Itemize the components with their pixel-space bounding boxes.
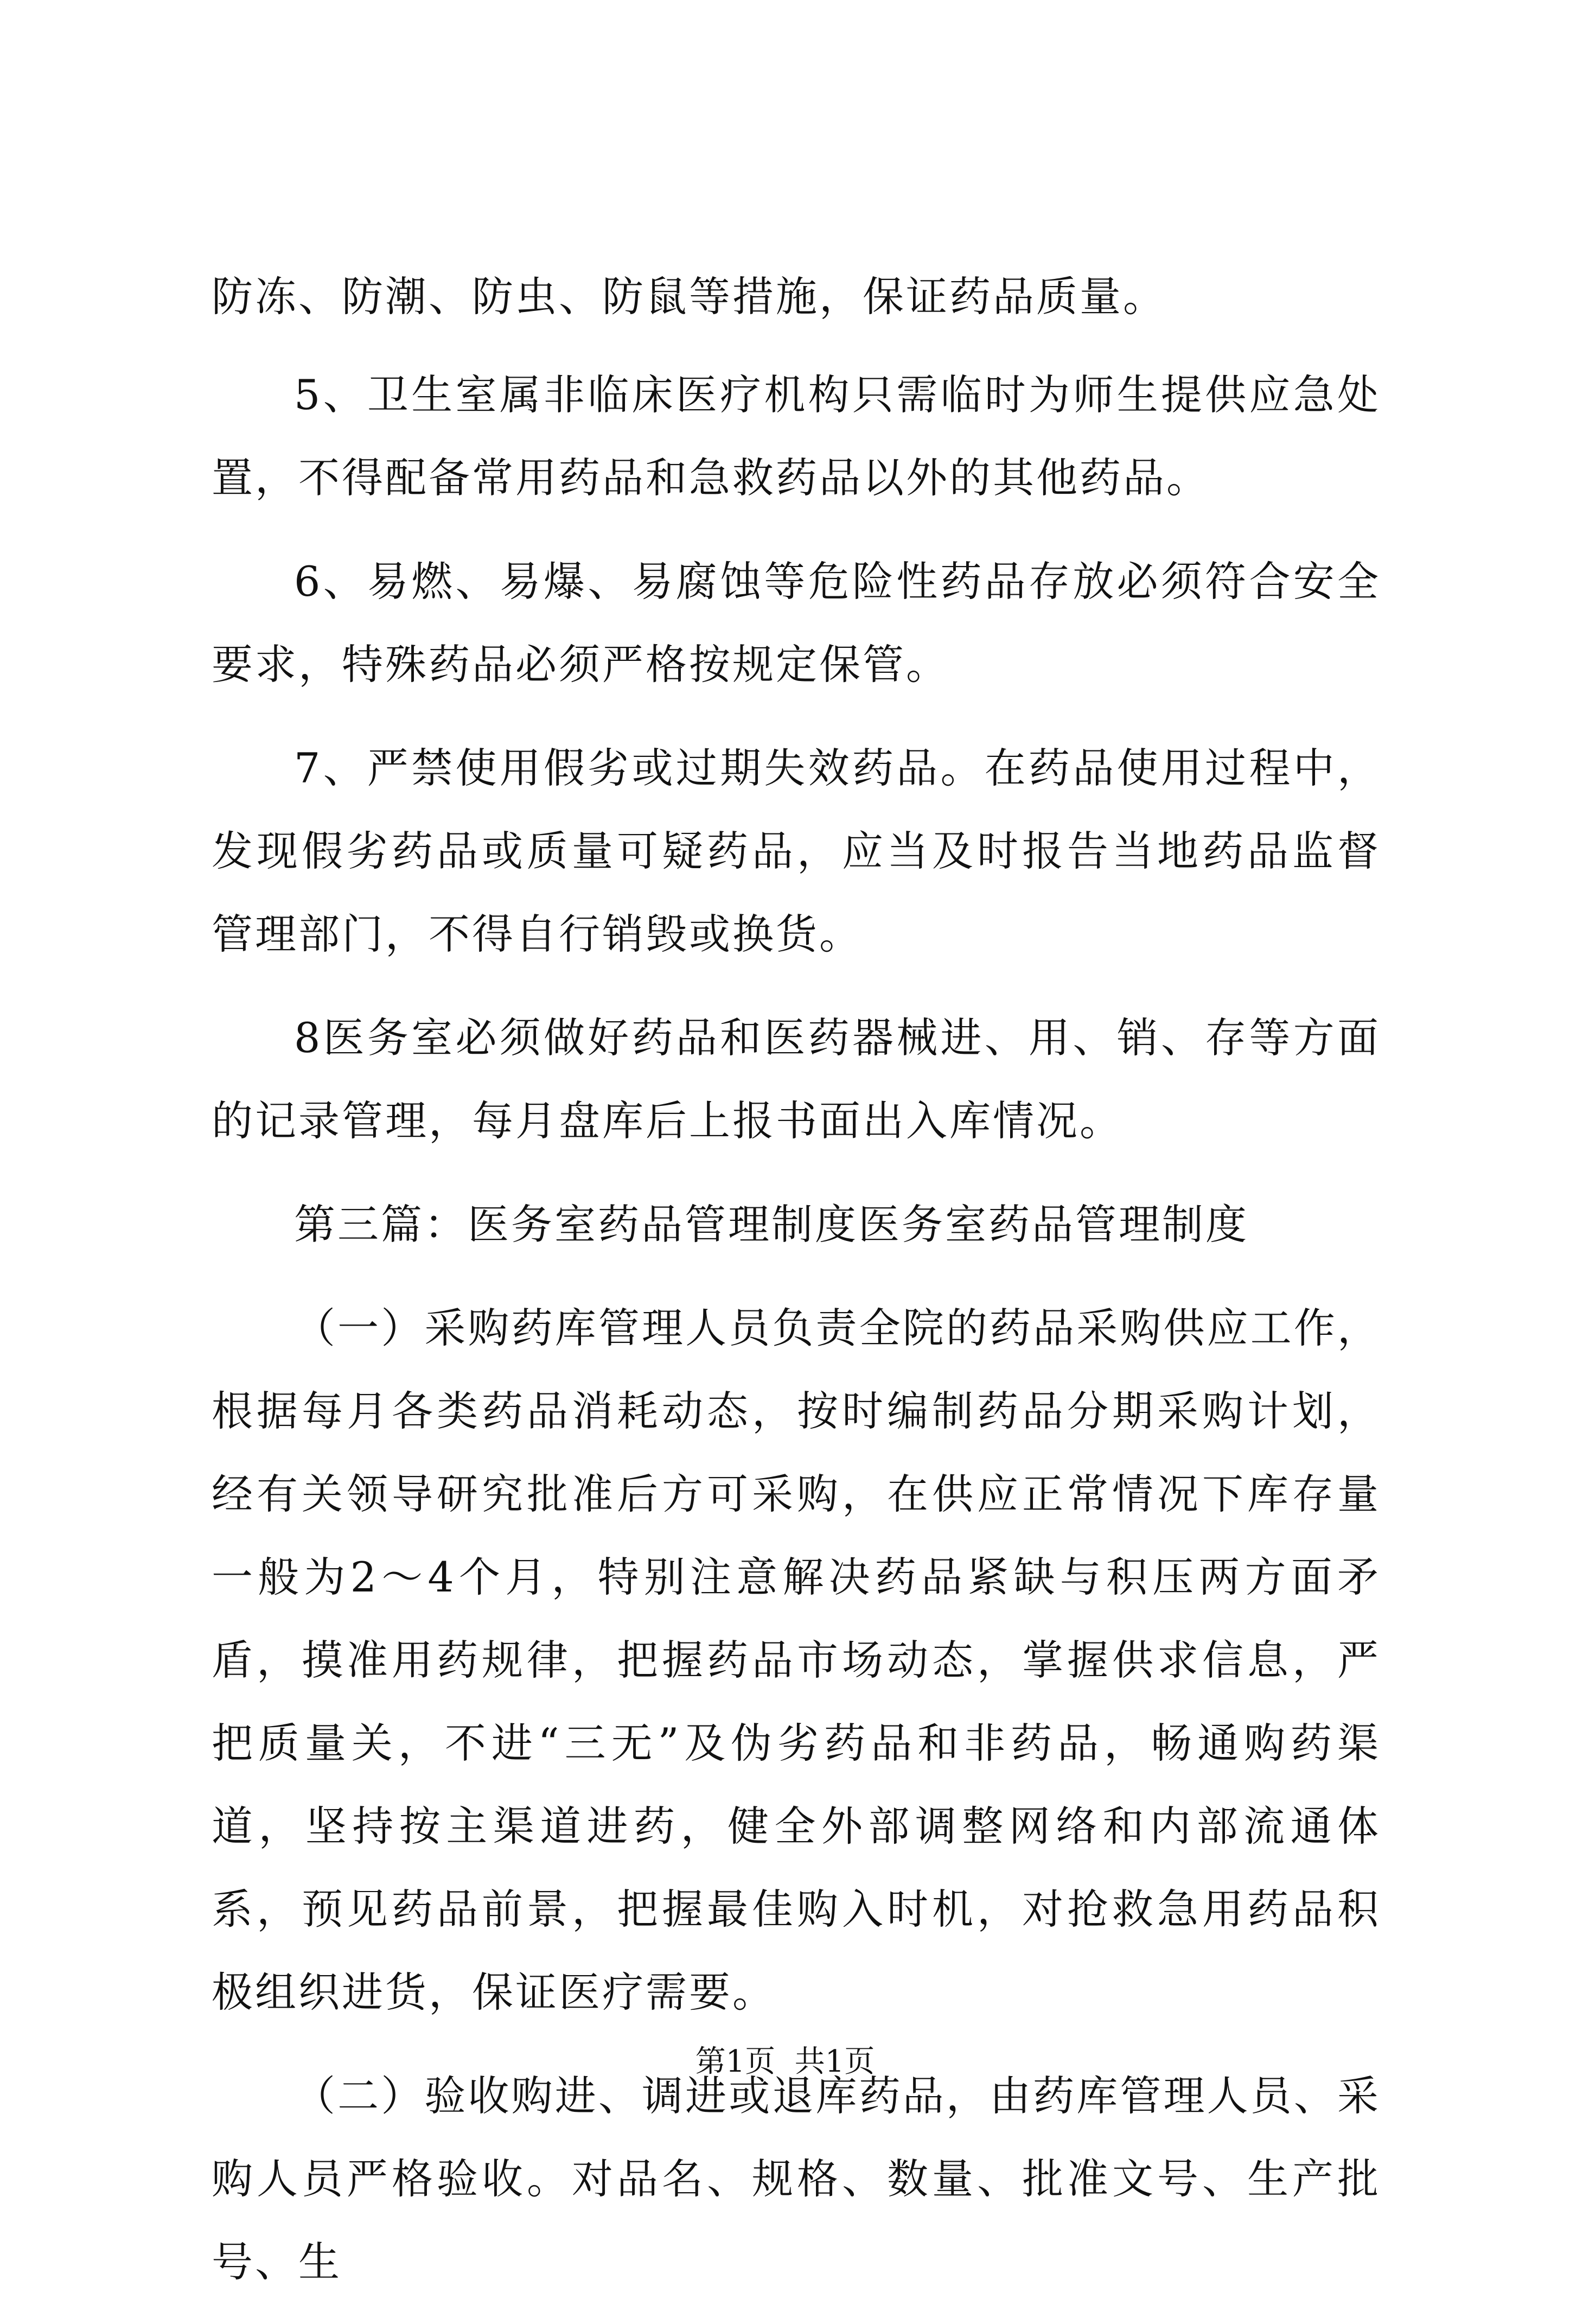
document-body	[212, 255, 1381, 2324]
page-number-label: 第1页 共1页	[695, 2044, 875, 2079]
section-heading: 第三篇：医务室药品管理制度医务室药品管理制度	[294, 1200, 1249, 1249]
paragraph-item-5: 5、卫生室属非临床医疗机构只需临时为师生提供应急处置，不得配备常用药品和急救药品以外的其他药品。	[212, 371, 1381, 502]
paragraph-item-6: 6、易燃、易爆、易腐蚀等危险性药品存放必须符合安全要求，特殊药品必须严格按规定保管。	[212, 557, 1381, 689]
paragraph-acceptance: （二）验收购进、调进或退库药品，由药库管理人员、采购人员严格验收。对品名、规格、数量、批准文号、生产批号、生	[212, 2072, 1381, 2286]
paragraph-procurement: （一）采购药库管理人员负责全院的药品采购供应工作，根据每月各类药品消耗动态，按时编制药品分期采购计划，经有关领导研究批准后方可采购，在供应正常情况下库存量一般为2～4个月，特别注意解决药品紧缺与积压两方面矛盾，摸准用药规律，把握药品市场动态，掌握供求信息，严把质量关，不进“三无”及伪劣药品和非药品，畅通购药渠道，坚持按主渠道进药，健全外部调整网络和内部流通体系，预见药品前景，把握最佳购入时机，对抢救急用药品积极组织进货，保证医疗需要。	[212, 1304, 1381, 2016]
paragraph-item-8: 8医务室必须做好药品和医药器械进、用、销、存等方面的记录管理，每月盘库后上报书面出入库情况。	[212, 1014, 1381, 1145]
page-footer	[0, 2040, 1570, 2084]
paragraph-item-7: 7、严禁使用假劣或过期失效药品。在药品使用过程中，发现假劣药品或质量可疑药品，应当及时报告当地药品监督管理部门，不得自行销毁或换货。	[212, 744, 1381, 958]
paragraph-continuation: 防冻、防潮、防虫、防鼠等措施，保证药品质量。	[212, 272, 1166, 321]
